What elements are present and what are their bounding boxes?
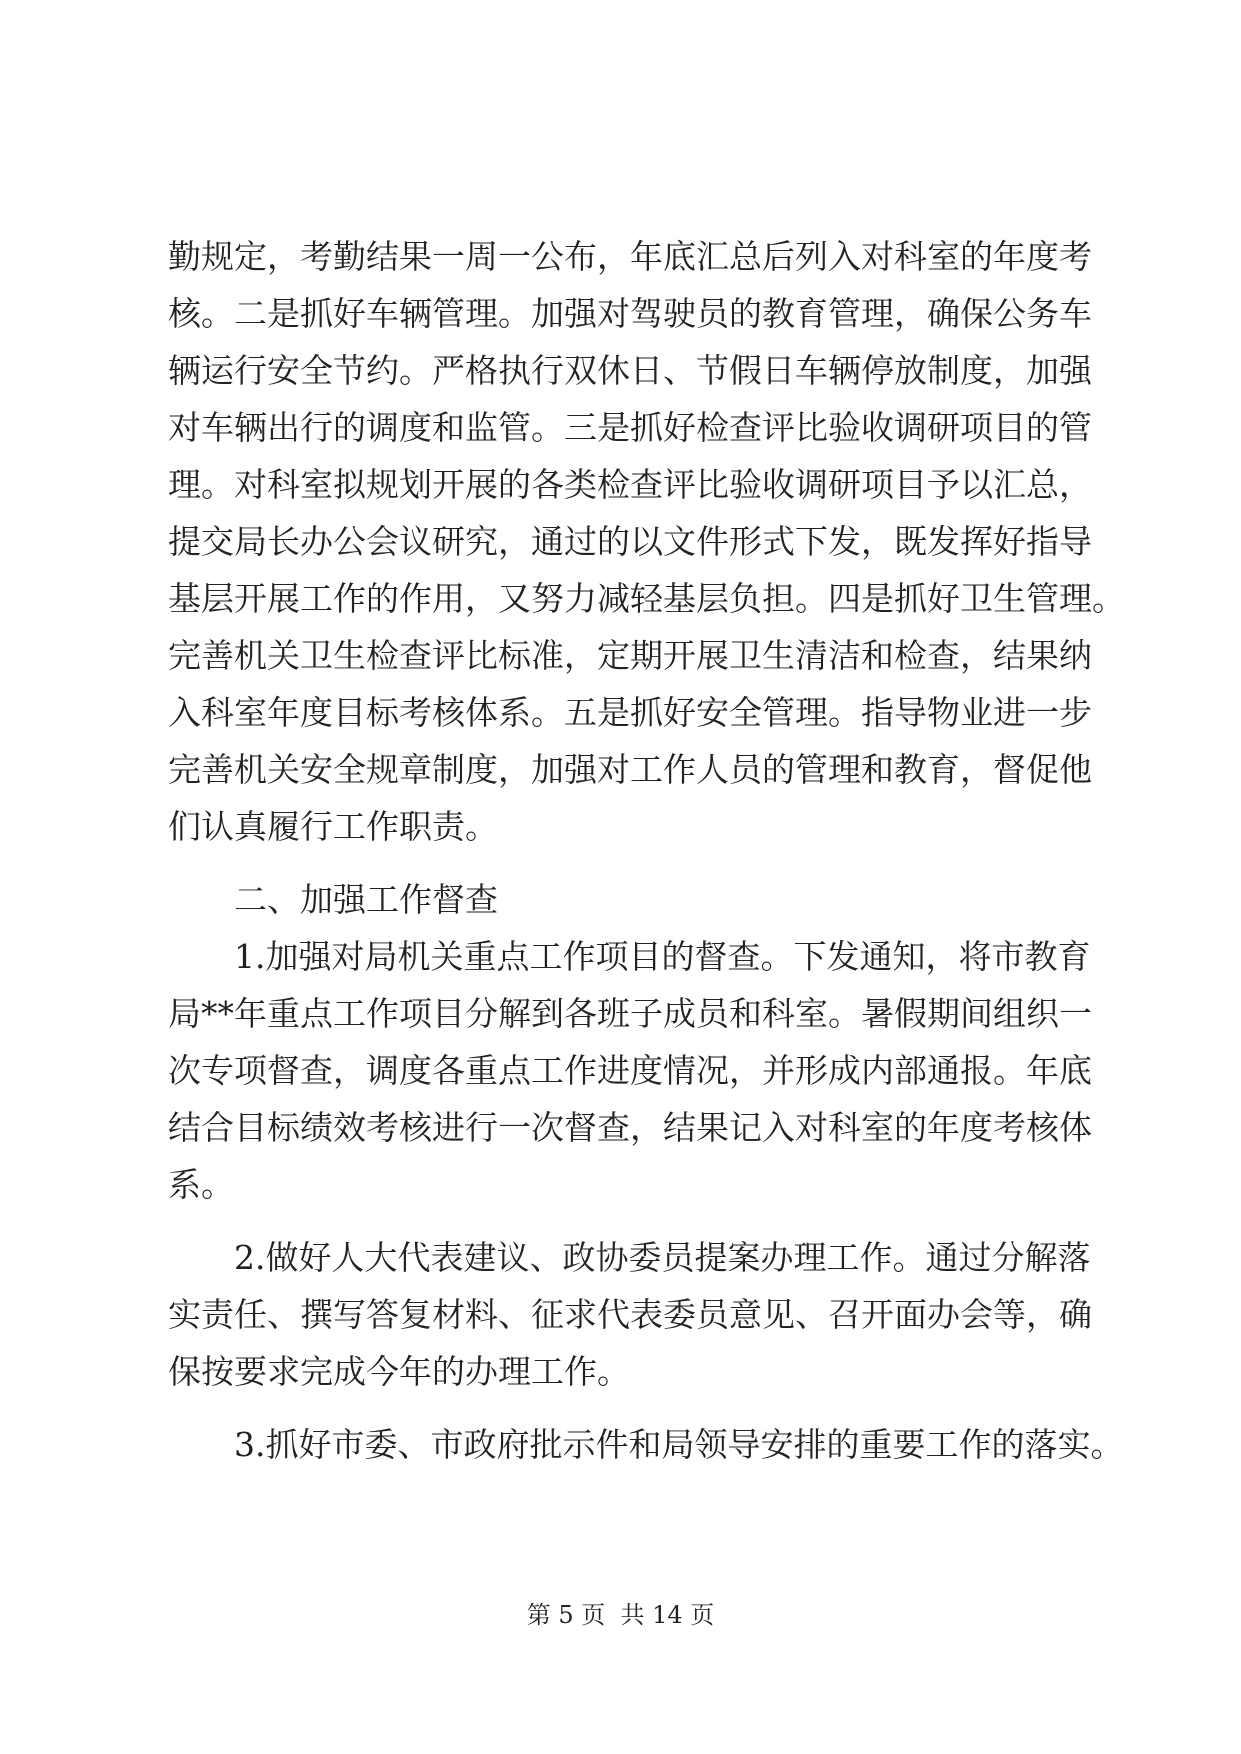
paragraph-gap [168, 855, 1088, 871]
text-line: 入科室年度目标考核体系。五是抓好安全管理。指导物业进一步 [168, 693, 1092, 732]
heading-line: 二、加强工作督查 [168, 880, 498, 919]
paragraph-gap [168, 1400, 1088, 1416]
text-line: 对车辆出行的调度和监管。三是抓好检查评比验收调研项目的管 [168, 408, 1092, 447]
text-line: 2.做好人大代表建议、政协委员提案办理工作。通过分解落 [168, 1238, 1091, 1277]
text-line: 1.加强对局机关重点工作项目的督查。下发通知，将市教育 [168, 937, 1091, 976]
text-line: 结合目标绩效考核进行一次督查，结果记入对科室的年度考核体 [168, 1108, 1092, 1147]
text-line: 提交局长办公会议研究，通过的以文件形式下发，既发挥好指导 [168, 522, 1092, 561]
text-line: 们认真履行工作职责。 [168, 807, 498, 846]
text-line: 系。 [168, 1165, 234, 1204]
text-line: 基层开展工作的作用，又努力减轻基层负担。四是抓好卫生管理。 [168, 579, 1125, 618]
page-number-label: 第 5 页 共 14 页 [526, 1601, 715, 1629]
paragraph [168, 928, 1092, 1213]
text-line: 完善机关卫生检查评比标准，定期开展卫生清洁和检查，结果纳 [168, 636, 1092, 675]
text-line: 实责任、撰写答复材料、征求代表委员意见、召开面办会等，确 [168, 1295, 1092, 1334]
text-line: 核。二是抓好车辆管理。加强对驾驶员的教育管理，确保公务车 [168, 294, 1092, 333]
paragraph [168, 1416, 1124, 1473]
document-body [168, 228, 1125, 1473]
paragraph-gap [168, 1213, 1088, 1229]
text-line: 保按要求完成今年的办理工作。 [168, 1352, 630, 1391]
text-line: 次专项督查，调度各重点工作进度情况，并形成内部通报。年底 [168, 1051, 1092, 1090]
text-line: 理。对科室拟规划开展的各类检查评比验收调研项目予以汇总， [168, 465, 1092, 504]
page-footer [0, 1600, 1241, 1630]
paragraph [168, 1229, 1092, 1400]
section-heading [168, 871, 1088, 928]
text-line: 3.抓好市委、市政府批示件和局领导安排的重要工作的落实。 [168, 1425, 1124, 1464]
text-line: 局**年重点工作项目分解到各班子成员和科室。暑假期间组织一 [168, 994, 1092, 1033]
paragraph [168, 228, 1125, 855]
text-line: 完善机关安全规章制度，加强对工作人员的管理和教育，督促他 [168, 750, 1092, 789]
text-line: 勤规定，考勤结果一周一公布，年底汇总后列入对科室的年度考 [168, 237, 1092, 276]
text-line: 辆运行安全节约。严格执行双休日、节假日车辆停放制度，加强 [168, 351, 1092, 390]
